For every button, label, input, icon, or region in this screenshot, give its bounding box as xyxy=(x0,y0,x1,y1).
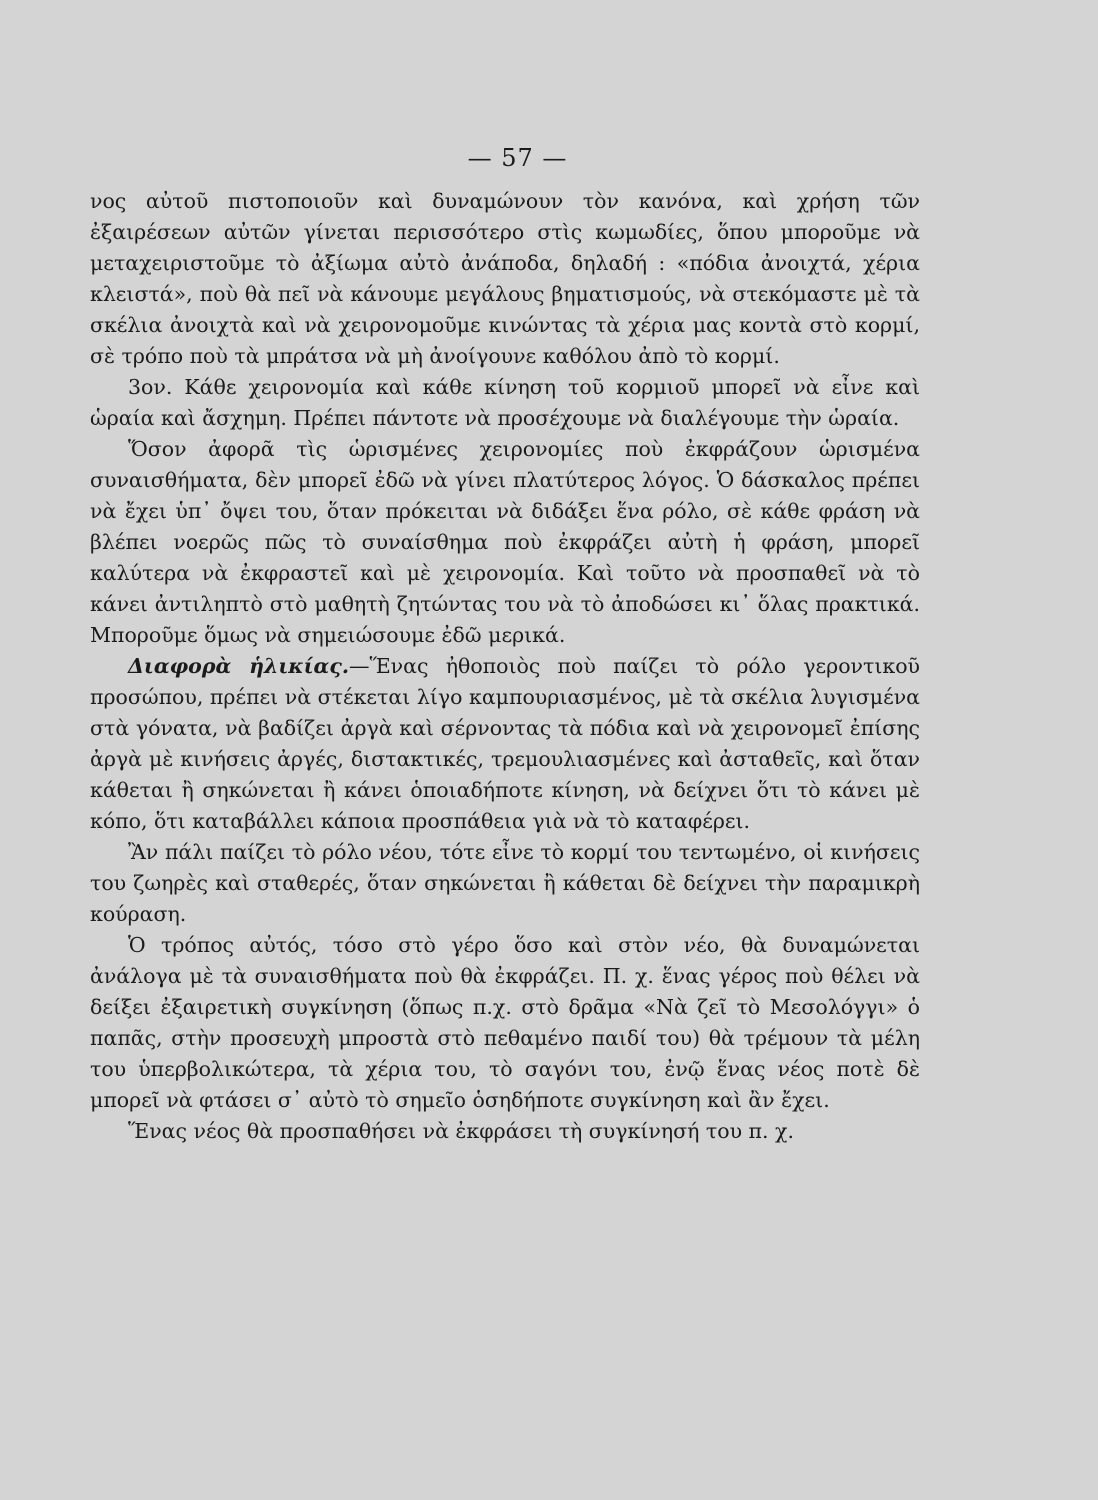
paragraph-specific-gestures: Ὅσον ἀφορᾶ τὶς ὡρισμένες χειρονομίες ποὺ ἐκφράζουν ὡρισμένα συναισθήματα, δὲν μπορεῖ ἐδῶ νὰ γίνει πλατύτερος λόγος. Ὁ δάσκαλος πρέπει νὰ ἔχει ὑπ᾽ ὄψει του, ὅταν πρόκειται νὰ διδάξει ἕνα ρόλο, σὲ κάθε φράση νὰ βλέπει νοερῶς πῶς τὸ συναίσθημα ποὺ ἐκφράζει αὐτὴ ἡ φράση, μπορεῖ καλύτερα νὰ ἐκφραστεῖ καὶ μὲ χειρονομία. Καὶ τοῦτο νὰ προσπαθεῖ νὰ τὸ κάνει ἀντιληπτὸ στὸ μαθητὴ ζητώντας του νὰ τὸ ἀποδώσει κι᾽ ὅλας πρακτικά. Μποροῦμε ὅμως νὰ σημειώσουμε ἐδῶ μερικά. xyxy=(90,437,920,647)
paragraph-age-difference xyxy=(90,651,920,837)
section-heading-age: Διαφορὰ ἡλικίας. xyxy=(128,654,349,678)
paragraph-age-text: Ἕνας ἠθοποιὸς ποὺ παίζει τὸ ρόλο γεροντικοῦ προσώπου, πρέπει νὰ στέκεται λίγο καμπουριασμένος, μὲ τὰ σκέλια λυγισμένα στὰ γόνατα, νὰ βαδίζει ἀργὰ καὶ σέρνοντας τὰ πόδια καὶ νὰ χειρονομεῖ ἐπίσης ἀργὰ μὲ κινήσεις ἀργές, διστακτικές, τρεμουλιασμένες καὶ ἀσταθεῖς, καὶ ὅταν κάθεται ἢ σηκώνεται ἢ κάνει ὁποιαδήποτε κίνηση, νὰ δείχνει ὅτι τὸ κάνει μὲ κόπο, ὅτι καταβάλλει κάποια προσπάθεια γιὰ νὰ τὸ καταφέρει. xyxy=(90,654,921,833)
body-text xyxy=(90,186,920,1147)
paragraph-third-rule: 3ον. Κάθε χειρονομία καὶ κάθε κίνηση τοῦ κορμιοῦ μπορεῖ νὰ εἶνε καὶ ὡραία καὶ ἄσχημη. Πρέπει πάντοτε νὰ προσέχουμε νὰ διαλέγουμε τὴν ὡραία. xyxy=(90,375,920,430)
paragraph-young-role: Ἂν πάλι παίζει τὸ ρόλο νέου, τότε εἶνε τὸ κορμί του τεντωμένο, οἱ κινήσεις του ζωηρὲς καὶ σταθερές, ὅταν σηκώνεται ἢ κάθεται δὲ δείχνει τὴν παραμικρὴ κούραση. xyxy=(90,840,920,926)
paragraph-emotion-intensity: Ὁ τρόπος αὐτός, τόσο στὸ γέρο ὅσο καὶ στὸν νέο, θὰ δυναμώνεται ἀνάλογα μὲ τὰ συναισθήματα ποὺ θὰ ἐκφράζει. Π. χ. ἕνας γέρος ποὺ θέλει νὰ δείξει ἐξαιρετικὴ συγκίνηση (ὅπως π.χ. στὸ δρᾶμα «Νὰ ζεῖ τὸ Μεσολόγγι» ὁ παπᾶς, στὴν προσευχὴ μπροστὰ στὸ πεθαμένο παιδί του) θὰ τρέμουν τὰ μέλη του ὑπερβολικώτερα, τὰ χέρια του, τὸ σαγόνι του, ἐνῷ ἕνας νέος ποτὲ δὲ μπορεῖ νὰ φτάσει σ᾽ αὐτὸ τὸ σημεῖο ὁσηδήποτε συγκίνηση καὶ ἂν ἔχει. xyxy=(90,933,920,1112)
page-number: — 57 — xyxy=(467,144,568,172)
heading-separator: — xyxy=(348,654,370,678)
paragraph-young-emotion: Ἕνας νέος θὰ προσπαθήσει νὰ ἐκφράσει τὴ συγκίνησή του π. χ. xyxy=(128,1119,794,1143)
paragraph-continuation: νος αὐτοῦ πιστοποιοῦν καὶ δυναμώνουν τὸν κανόνα, καὶ χρήση τῶν ἐξαιρέσεων αὐτῶν γίνεται περισσότερο στὶς κωμωδίες, ὅπου μποροῦμε νὰ μεταχειριστοῦμε τὸ ἀξίωμα αὐτὸ ἀνάποδα, δηλαδή : «πόδια ἀνοιχτά, χέρια κλειστά», ποὺ θὰ πεῖ νὰ κάνουμε μεγάλους βηματισμούς, νὰ στεκόμαστε μὲ τὰ σκέλια ἀνοιχτὰ καὶ νὰ χειρονομοῦμε κινώντας τὰ χέρια μας κοντὰ στὸ κορμί, σὲ τρόπο ποὺ τὰ μπράτσα νὰ μὴ ἀνοίγουνε καθόλου ἀπὸ τὸ κορμί. xyxy=(90,189,920,368)
